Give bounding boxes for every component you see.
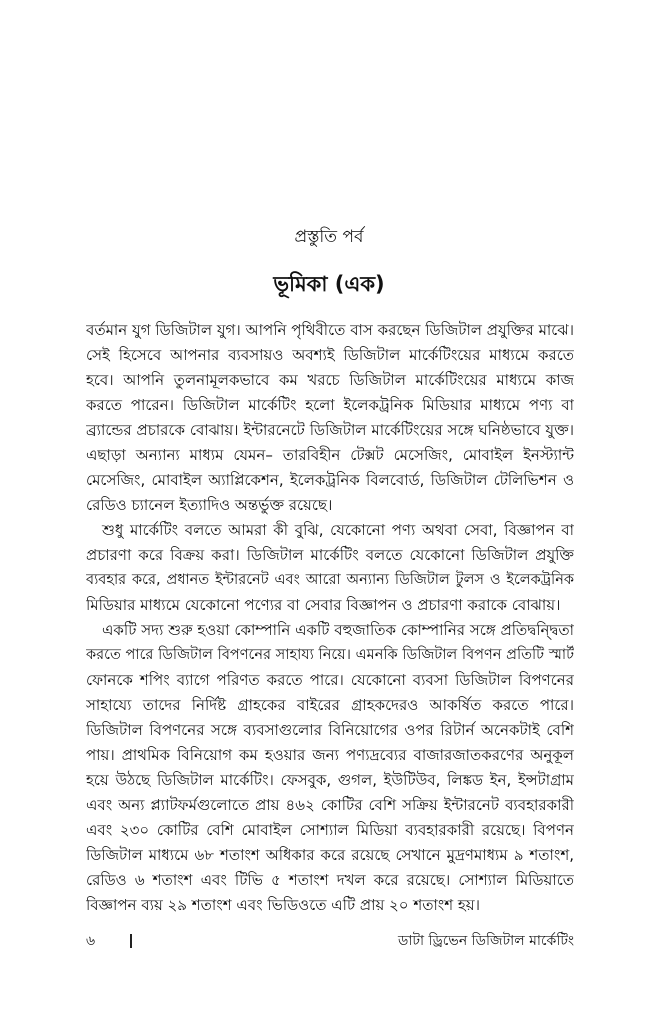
text-line: করতে পারে ডিজিটাল বিপণনের সাহায্য নিয়ে। এমনকি ডিজিটাল বিপণন প্রতিটি স্মার্ট [86,647,574,663]
text-line: সাহায্যে তাদের নির্দিষ্ট গ্রাহকের বাইরের গ্রাহকদেরও আকর্ষিত করতে পারে। [86,696,574,714]
text-line: হবে। আপনি তুলনামূলকভাবে কম খরচে ডিজিটাল মার্কেটিংয়ের মাধ্যমে কাজ [86,371,574,389]
page-footer [86,930,574,952]
text-line: পায়। প্রাথমিক বিনিয়োগ কম হওয়ার জন্য পণ্যদ্রব্যের বাজারজাতকরণের অনুকূল [86,746,574,764]
text-line: প্রচারণা করে বিক্রয় করা। ডিজিটাল মার্কেটিং বলতে যেকোনো ডিজিটাল প্রযুক্তি [86,546,574,564]
section-label: প্রস্তুতি পর্ব [294,227,364,247]
text-line: হয়ে উঠছে ডিজিটাল মার্কেটিং। ফেসবুক, গুগল, ইউটিউব, লিঙ্কড ইন, ইন্সটাগ্রাম [86,771,574,789]
paragraph-2 [86,518,574,618]
text-line: ডিজিটাল বিপণনের সঙ্গে ব্যবসাগুলোর বিনিয়োগের ওপর রিটার্ন অনেকটাই বেশি [86,721,574,739]
chapter-title: ভূমিকা (এক) [273,272,385,296]
paragraph-3 [86,618,574,918]
text-line: ডিজিটাল মাধ্যমে ৬৮ শতাংশ অধিকার করে রয়েছে সেখানে মুদ্রণমাধ্যম ৯ শতাংশ, [86,846,574,864]
text-line: বিজ্ঞাপন ব্যয় ২৯ শতাংশ এবং ভিডিওতে এটি প্রায় ২০ শতাংশ হয়। [86,896,480,914]
text-line: মিডিয়ার মাধ্যমে যেকোনো পণ্যের বা সেবার বিজ্ঞাপন ও প্রচারণা করাকে বোঝায়। [86,596,561,614]
body-text [86,318,574,918]
text-line: এবং অন্য প্ল্যাটফর্মগুলোতে প্রায় ৪৬২ কোটির বেশি সক্রিয় ইন্টারনেট ব্যবহারকারী [86,796,574,814]
text-line: রেডিও ৬ শতাংশ এবং টিভি ৫ শতাংশ দখল করে রয়েছে। সোশ্যাল মিডিয়াতে [86,871,574,889]
text-line: মেসেজিং, মোবাইল অ্যাপ্লিকেশন, ইলেকট্রনিক বিলবোর্ড, ডিজিটাল টেলিভিশন ও [86,471,574,489]
running-title: ডাটা ড্রিভেন ডিজিটাল মার্কেটিং [398,933,574,949]
text-line: শুধু মার্কেটিং বলতে আমরা কী বুঝি, যেকোনো পণ্য অথবা সেবা, বিজ্ঞাপন বা [102,521,574,539]
text-line: সেই হিসেবে আপনার ব্যবসায়ও অবশ্যই ডিজিটাল মার্কেটিংয়ের মাধ্যমে করতে [86,346,574,364]
text-line: করতে পারেন। ডিজিটাল মার্কেটিং হলো ইলেকট্রনিক মিডিয়ার মাধ্যমে পণ্য বা [86,396,574,414]
text-line: ব্যবহার করে, প্রধানত ইন্টারনেট এবং আরো অন্যান্য ডিজিটাল টুলস ও ইলেকট্রনিক [86,572,574,588]
paragraph-1 [86,318,574,518]
footer-divider [130,934,132,948]
text-line: রেডিও চ্যানেল ইত্যাদিও অন্তর্ভুক্ত রয়েছে। [86,496,333,514]
page-number: ৬ [86,933,96,949]
text-line: এবং ২৩০ কোটির বেশি মোবাইল সোশ্যাল মিডিয়া ব্যবহারকারী রয়েছে। বিপণন [86,821,574,839]
text-line: একটি সদ্য শুরু হওয়া কোম্পানি একটি বহুজাতিক কোম্পানির সঙ্গে প্রতিদ্বন্দ্বিতা [102,621,574,639]
text-line: ফোনকে শপিং ব্যাগে পরিণত করতে পারে। যেকোনো ব্যবসা ডিজিটাল বিপণনের [86,671,574,689]
text-line: ব্র্যান্ডের প্রচারকে বোঝায়। ইন্টারনেটে ডিজিটাল মার্কেটিংয়ের সঙ্গে ঘনিষ্ঠভাবে যুক্ত। [86,421,574,439]
text-line: এছাড়া অন্যান্য মাধ্যম যেমন– তারবিহীন টেক্সট মেসেজিং, মোবাইল ইনস্ট্যান্ট [86,446,574,464]
text-line: বর্তমান যুগ ডিজিটাল যুগ। আপনি পৃথিবীতে বাস করছেন ডিজিটাল প্রযুক্তির মাঝে। [86,321,574,339]
